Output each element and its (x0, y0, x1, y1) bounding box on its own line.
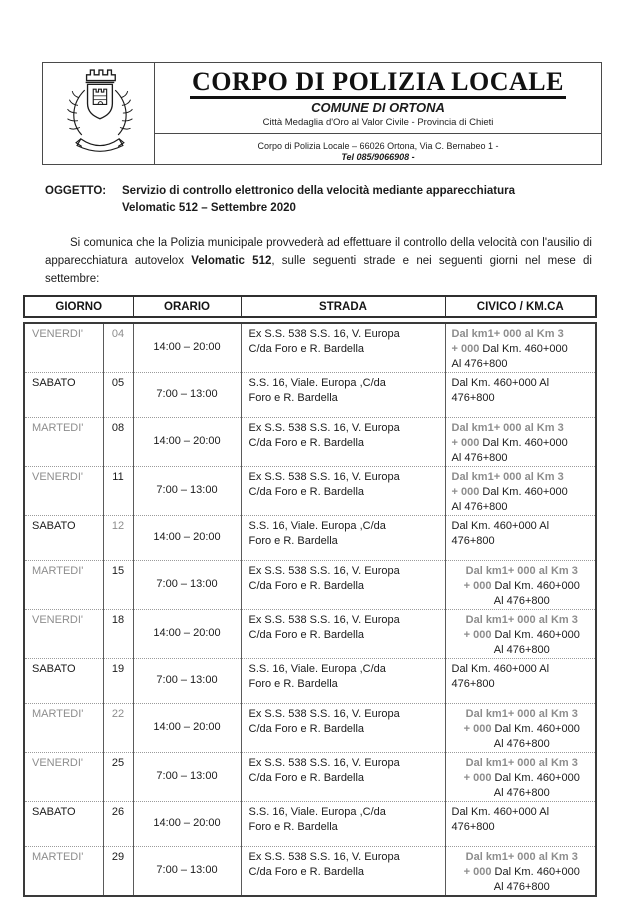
day-name: SABATO (32, 377, 76, 389)
road-name: S.S. 16, Viale. Europa ,C/da Foro e R. Bardella (241, 516, 445, 561)
time-range: 14:00 – 20:00 (153, 340, 221, 353)
day-number: 18 (111, 614, 125, 626)
schedule-row (24, 373, 596, 418)
km-range: Dal km1+ 000 al Km 3 + 000 Dal Km. 460+000 Al 476+800 (445, 610, 596, 659)
crest-cell (43, 63, 155, 164)
km-range: Dal km1+ 000 al Km 3 + 000 Dal Km. 460+000 Al 476+800 (445, 561, 596, 610)
schedule-table (23, 322, 597, 897)
day-number: 12 (111, 520, 125, 532)
col-header-strada: STRADA (241, 296, 445, 317)
day-name: SABATO (32, 520, 76, 532)
km-range: Dal Km. 460+000 Al 476+800 (445, 802, 596, 847)
road-name: Ex S.S. 538 S.S. 16, V. Europa C/da Foro e R. Bardella (241, 753, 445, 802)
schedule-row (24, 847, 596, 897)
time-range: 14:00 – 20:00 (153, 530, 221, 543)
road-name: Ex S.S. 538 S.S. 16, V. Europa C/da Foro e R. Bardella (241, 610, 445, 659)
schedule-table-header (23, 295, 597, 318)
schedule-row (24, 659, 596, 704)
day-number: 25 (111, 757, 125, 769)
municipality-name: COMUNE DI ORTONA (311, 100, 445, 115)
road-name: S.S. 16, Viale. Europa ,C/da Foro e R. Bardella (241, 802, 445, 847)
schedule-row (24, 704, 596, 753)
schedule-row (24, 516, 596, 561)
day-name: SABATO (32, 806, 76, 818)
day-name: VENERDI' (32, 471, 83, 483)
time-range: 7:00 – 13:00 (156, 863, 218, 876)
time-range: 7:00 – 13:00 (156, 769, 218, 782)
schedule-row (24, 418, 596, 467)
time-range: 7:00 – 13:00 (156, 483, 218, 496)
intro-text-start: Si comunica che la Polizia municipale provvederà ad effettuare il controllo della velocità con l'ausilio di apparecchiatura autovelox (45, 237, 592, 267)
km-range: Dal Km. 460+000 Al 476+800 (445, 659, 596, 704)
km-range: Dal km1+ 000 al Km 3 + 000 Dal Km. 460+000 Al 476+800 (445, 323, 596, 373)
schedule-row (24, 467, 596, 516)
time-range: 14:00 – 20:00 (153, 720, 221, 733)
subject-block (45, 183, 593, 217)
km-range: Dal km1+ 000 al Km 3 + 000 Dal Km. 460+000 Al 476+800 (445, 753, 596, 802)
address-line: Corpo di Polizia Locale – 66026 Ortona, Via C. Bernabeo 1 - (257, 141, 499, 151)
km-range: Dal km1+ 000 al Km 3 + 000 Dal Km. 460+000 Al 476+800 (445, 418, 596, 467)
subject-line1: Servizio di controllo elettronico della velocità mediante apparecchiatura (122, 185, 516, 197)
subject-line2: Velomatic 512 – Settembre 2020 (122, 202, 296, 214)
ortona-coat-of-arms-icon (56, 66, 142, 162)
letterhead-text (155, 63, 601, 164)
road-name: Ex S.S. 538 S.S. 16, V. Europa C/da Foro e R. Bardella (241, 847, 445, 897)
km-range: Dal km1+ 000 al Km 3 + 000 Dal Km. 460+000 Al 476+800 (445, 847, 596, 897)
schedule-row (24, 561, 596, 610)
time-range: 14:00 – 20:00 (153, 626, 221, 639)
org-title: CORPO DI POLIZIA LOCALE (190, 68, 566, 99)
km-range: Dal Km. 460+000 Al 476+800 (445, 373, 596, 418)
day-name: VENERDI' (32, 614, 83, 626)
city-motto: Città Medaglia d'Oro al Valor Civile - Provincia di Chieti (262, 117, 494, 128)
road-name: S.S. 16, Viale. Europa ,C/da Foro e R. Bardella (241, 659, 445, 704)
day-number: 22 (111, 708, 125, 720)
day-name: MARTEDI' (32, 851, 84, 863)
schedule-row (24, 610, 596, 659)
day-name: SABATO (32, 663, 76, 675)
time-range: 14:00 – 20:00 (153, 816, 221, 829)
schedule-row (24, 802, 596, 847)
letterhead-divider (155, 133, 601, 134)
col-header-civico: CIVICO / KM.CA (445, 296, 596, 317)
road-name: Ex S.S. 538 S.S. 16, V. Europa C/da Foro e R. Bardella (241, 418, 445, 467)
day-number: 15 (111, 565, 125, 577)
day-name: VENERDI' (32, 328, 83, 340)
time-range: 7:00 – 13:00 (156, 387, 218, 400)
day-number: 19 (111, 663, 125, 675)
day-name: MARTEDI' (32, 422, 84, 434)
letterhead (42, 62, 602, 165)
day-name: VENERDI' (32, 757, 83, 769)
day-name: MARTEDI' (32, 708, 84, 720)
day-number: 11 (112, 471, 124, 483)
subject-label: OGGETTO: (45, 185, 107, 197)
km-range: Dal Km. 460+000 Al 476+800 (445, 516, 596, 561)
intro-text-end: , sulle seguenti strade e nei seguenti giorni nel mese di settembre: (45, 255, 592, 285)
day-number: 29 (111, 851, 125, 863)
col-header-giorno: GIORNO (55, 300, 103, 313)
time-range: 7:00 – 13:00 (156, 577, 218, 590)
day-number: 04 (111, 328, 125, 340)
time-range: 14:00 – 20:00 (153, 434, 221, 447)
intro-text-bold: Velomatic 512 (191, 255, 272, 267)
phone-line: Tel 085/9066908 - (341, 152, 415, 162)
km-range: Dal km1+ 000 al Km 3 + 000 Dal Km. 460+000 Al 476+800 (445, 467, 596, 516)
road-name: Ex S.S. 538 S.S. 16, V. Europa C/da Foro e R. Bardella (241, 323, 445, 373)
road-name: S.S. 16, Viale. Europa ,C/da Foro e R. Bardella (241, 373, 445, 418)
day-number: 05 (111, 377, 125, 389)
road-name: Ex S.S. 538 S.S. 16, V. Europa C/da Foro e R. Bardella (241, 467, 445, 516)
schedule-row (24, 753, 596, 802)
day-number: 08 (111, 422, 125, 434)
schedule-row (24, 323, 596, 373)
time-range: 7:00 – 13:00 (156, 673, 218, 686)
intro-paragraph (45, 234, 592, 288)
day-number: 26 (111, 806, 125, 818)
km-range: Dal km1+ 000 al Km 3 + 000 Dal Km. 460+000 Al 476+800 (445, 704, 596, 753)
col-header-orario: ORARIO (133, 296, 241, 317)
road-name: Ex S.S. 538 S.S. 16, V. Europa C/da Foro e R. Bardella (241, 704, 445, 753)
road-name: Ex S.S. 538 S.S. 16, V. Europa C/da Foro e R. Bardella (241, 561, 445, 610)
day-name: MARTEDI' (32, 565, 84, 577)
